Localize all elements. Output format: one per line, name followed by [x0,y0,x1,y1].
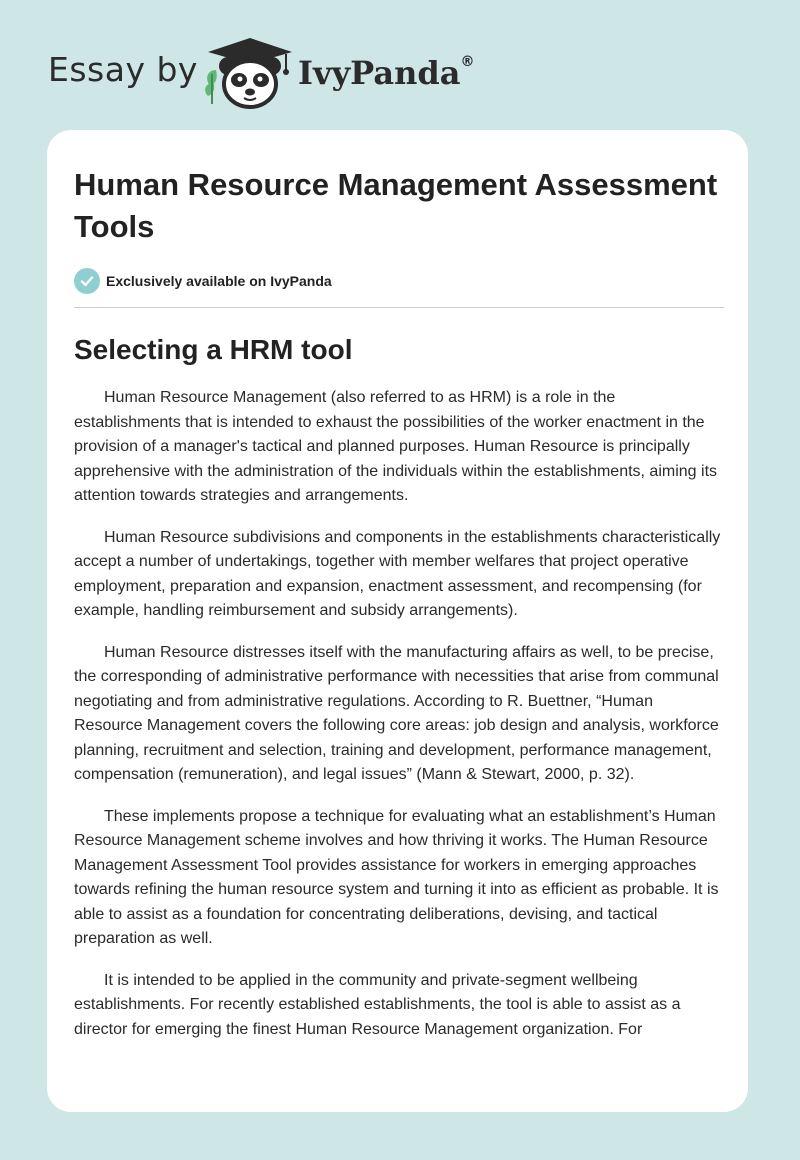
section-heading: Selecting a HRM tool [74,334,353,365]
site-header [48,30,748,110]
paragraph: It is intended to be applied in the community and private-segment wellbeing establishments. For recently established establishments, the tool is able to assist as a director for emerging the finest Human Resource Management organization. For [74,971,681,1038]
article-body [74,386,724,1042]
registered-mark: ® [460,54,475,71]
panda-logo-icon [200,34,300,110]
check-icon [74,268,100,294]
title-divider [74,307,724,308]
paragraph: These implements propose a technique for evaluating what an establishment’s Human Resource Management scheme involves and how thriving it works. The Human Resource Management Assessment Tool provides assistance for workers in emerging approaches towards refining the human resource system and turning it into as efficient as probable. It is able to assist as a foundation for concentrating deliberations, devising, and tactical preparation as well. [74,807,719,947]
paragraph: Human Resource distresses itself with the manufacturing affairs as well, to be precise, the corresponding of administrative performance with necessities that arise from communal negotiating and from administrative regulations. According to R. Buettner, “Human Resource Management covers the following core areas: job design and analysis, workforce planning, recruitment and selection, training and development, performance management, compensation (remuneration), and legal issues” (Mann & Stewart, 2000, p. 32). [74,643,719,783]
article-content [74,164,724,1059]
exclusive-badge [74,268,724,294]
exclusive-label: Exclusively available on IvyPanda [106,273,332,289]
article-card [47,130,748,1112]
paragraph: Human Resource Management (also referred to as HRM) is a role in the establishments that is intended to exhaust the possibilities of the worker enactment in the provision of a manager's tactical and planned purposes. Human Resource is principally apprehensive with the administration of the individuals within the establishments, aiming its attention towards strategies and arrangements. [74,389,718,504]
article-title: Human Resource Management Assessment Tools [74,167,718,244]
essay-by-label: Essay by [48,50,198,89]
brand-name[interactable]: IvyPanda® [298,54,475,92]
paragraph: Human Resource subdivisions and components in the establishments characteristically accept a number of undertakings, together with member welfares that project operative employment, preparation and expansion, enactment assessment, and recompensing (for example, handling reimbursement and subsidy arrangements). [74,528,721,619]
